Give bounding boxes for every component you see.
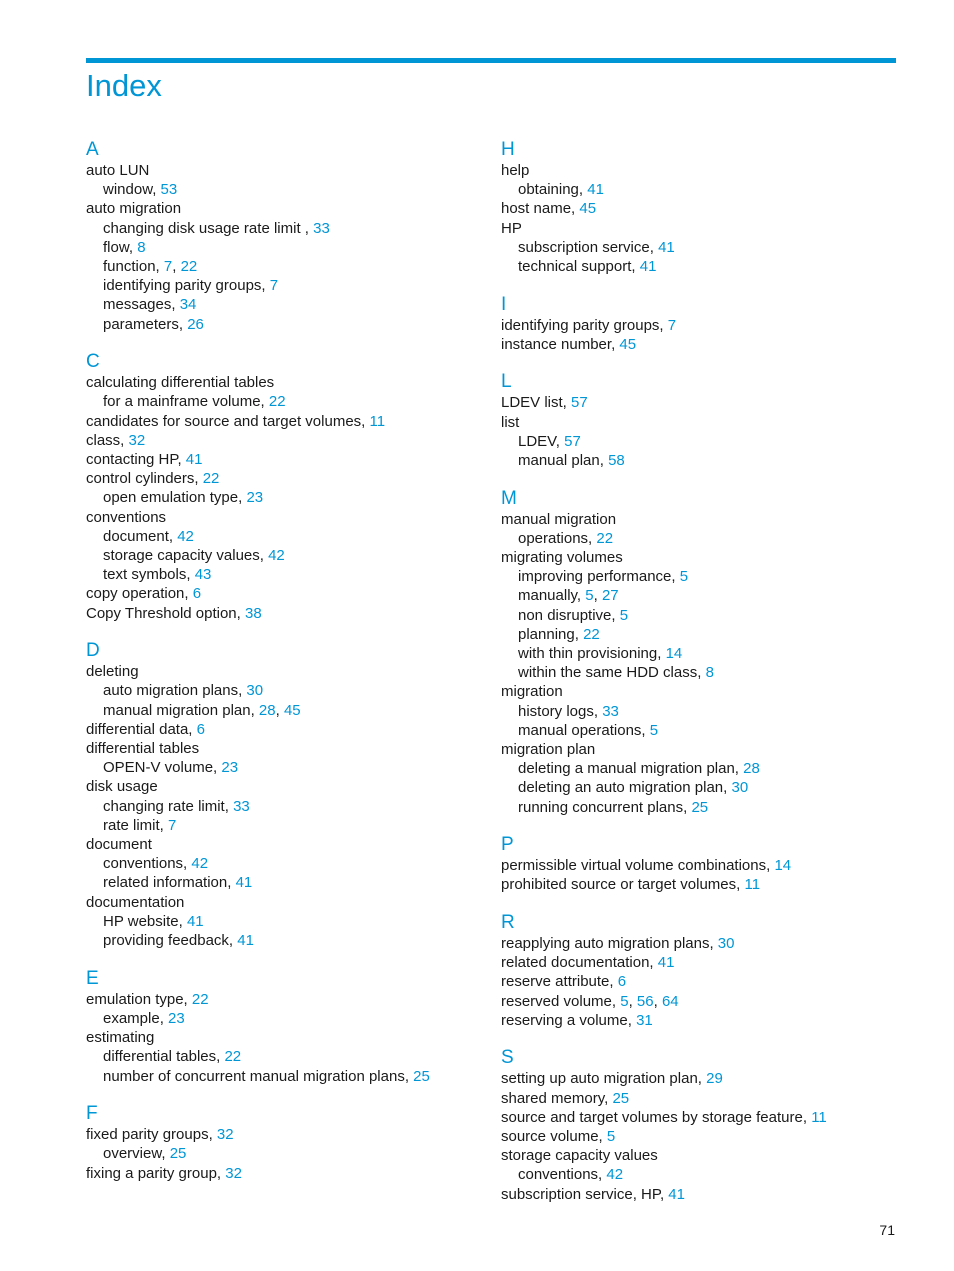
entry-text: copy operation, <box>86 585 193 603</box>
page-link[interactable]: 11 <box>811 1108 827 1126</box>
entry-text: list <box>501 413 520 431</box>
entry-text: documentation <box>86 893 185 911</box>
entry-text: parameters, <box>103 315 188 333</box>
index-entry <box>86 720 506 739</box>
page-link[interactable]: 22 <box>224 1048 242 1066</box>
page-link[interactable]: 30 <box>717 935 735 953</box>
entry-text: disk usage <box>86 778 158 796</box>
page-link[interactable]: 7 <box>163 258 173 276</box>
page-title: Index <box>86 68 162 103</box>
page-link[interactable]: 23 <box>246 489 264 507</box>
title-rule <box>86 58 896 63</box>
page-link[interactable]: 57 <box>564 432 581 450</box>
entry-text: identifying parity groups, <box>501 316 668 334</box>
page-link[interactable]: 22 <box>180 258 198 276</box>
index-subentry <box>86 681 506 700</box>
page-link[interactable]: 23 <box>221 759 239 777</box>
entry-text: emulation type, <box>86 990 192 1008</box>
page-link[interactable]: 42 <box>177 527 194 545</box>
entry-text: auto migration plans, <box>103 682 247 700</box>
section-letter: L <box>501 371 512 393</box>
page-link[interactable]: 22 <box>596 529 614 547</box>
index-subentry <box>86 315 506 334</box>
index-subentry <box>86 816 506 835</box>
entry-text: permissible virtual volume combinations, <box>501 857 775 875</box>
entry-text: related information, <box>103 874 236 892</box>
index-entry <box>501 393 921 412</box>
index-entry <box>501 1089 921 1108</box>
page-link[interactable]: 42 <box>191 855 209 873</box>
index-entry <box>86 604 506 623</box>
page-link[interactable]: 57 <box>571 394 588 412</box>
index-subentry <box>86 219 506 238</box>
section-letter: M <box>501 487 517 509</box>
index-entry <box>501 740 921 759</box>
page-link[interactable]: 34 <box>179 296 197 314</box>
entry-text: function, <box>103 258 164 276</box>
entry-text: Copy Threshold option, <box>86 604 245 622</box>
index-subentry <box>501 257 921 276</box>
page-link[interactable]: 30 <box>246 682 264 700</box>
index-entry <box>86 508 506 527</box>
section-letter: R <box>501 912 515 934</box>
entry-text: class, <box>86 431 129 449</box>
index-subentry <box>86 1067 506 1086</box>
entry-text: open emulation type, <box>103 489 247 507</box>
index-subentry <box>86 758 506 777</box>
page-link[interactable]: 6 <box>192 585 202 603</box>
page-link[interactable]: 22 <box>202 470 220 488</box>
index-section <box>501 294 921 354</box>
page-link[interactable]: 45 <box>619 335 637 353</box>
index-entry <box>86 373 506 392</box>
page-link[interactable]: 7 <box>269 277 279 295</box>
entry-text: control cylinders, <box>86 470 203 488</box>
index-entry: reserved volume, 5, 56, 64 <box>501 992 679 1010</box>
index-entry <box>501 953 921 972</box>
index-entry <box>86 584 506 603</box>
page-link[interactable]: 41 <box>186 912 204 930</box>
index-subentry <box>501 238 921 257</box>
entry-text: manual operations, <box>518 721 650 739</box>
index-entry <box>501 1069 921 1088</box>
index-section <box>86 139 506 334</box>
entry-text: improving performance, <box>518 568 680 586</box>
entry-text: candidates for source and target volumes, <box>86 412 370 430</box>
page-link[interactable]: 5 <box>620 992 629 1010</box>
index-subentry <box>501 778 921 797</box>
index-entry <box>501 335 921 354</box>
index-subentry <box>86 1009 506 1028</box>
entry-text: estimating <box>86 1029 155 1047</box>
index-subentry <box>86 797 506 816</box>
index-subentry: function, 7, 22 <box>103 258 198 276</box>
index-subentry <box>501 798 921 817</box>
index-subentry: manual migration plan, 28, 45 <box>103 701 301 719</box>
page-link[interactable]: 58 <box>608 452 625 470</box>
entry-text: manually, <box>518 587 586 605</box>
page-link[interactable]: 33 <box>602 702 619 720</box>
index-subentry <box>86 854 506 873</box>
index-entry <box>501 413 921 432</box>
index-subentry <box>501 432 921 451</box>
index-subentry <box>86 1144 506 1163</box>
index-entry <box>501 875 921 894</box>
page-link[interactable]: 22 <box>268 393 286 411</box>
entry-text: HP website, <box>103 912 187 930</box>
page-link[interactable]: 53 <box>160 181 178 199</box>
entry-text: providing feedback, <box>103 932 238 950</box>
entry-text: manual migration plan, <box>103 701 259 719</box>
page-link[interactable]: 28 <box>258 701 276 719</box>
page-link[interactable]: 41 <box>639 258 657 276</box>
page-link[interactable]: 23 <box>168 1009 185 1027</box>
entry-text: text symbols, <box>103 566 195 584</box>
entry-text: storage capacity values, <box>103 547 269 565</box>
entry-text: host name, <box>501 200 580 218</box>
index-entry <box>501 510 921 529</box>
page-link[interactable]: 32 <box>225 1164 242 1182</box>
entry-text: identifying parity groups, <box>103 277 270 295</box>
index-entry <box>501 161 921 180</box>
entry-text: reapplying auto migration plans, <box>501 935 718 953</box>
page-link[interactable]: 5 <box>649 721 659 739</box>
index-subentry <box>86 527 506 546</box>
index-entry <box>501 1108 921 1127</box>
index-entry <box>86 739 506 758</box>
index-entry <box>86 161 506 180</box>
entry-text: deleting a manual migration plan, <box>518 760 744 778</box>
index-entry <box>86 1164 506 1183</box>
index-subentry <box>86 488 506 507</box>
entry-text: changing rate limit, <box>103 797 234 815</box>
page-link[interactable]: 8 <box>137 238 146 256</box>
entry-text: migration <box>501 683 563 701</box>
entry-text: migrating volumes <box>501 549 623 567</box>
index-entry <box>501 1011 921 1030</box>
index-subentry <box>501 663 921 682</box>
page-link[interactable]: 33 <box>313 219 330 237</box>
section-letter: I <box>501 293 507 315</box>
index-subentry <box>501 1165 921 1184</box>
index-subentry <box>501 702 921 721</box>
section-letter: F <box>86 1103 98 1125</box>
page-link[interactable]: 32 <box>128 431 146 449</box>
index-entry <box>86 450 506 469</box>
page-link[interactable]: 11 <box>369 412 386 430</box>
entry-text: conventions, <box>518 1166 607 1184</box>
entry-text: document, <box>103 527 178 545</box>
index-section <box>501 488 921 817</box>
entry-text: running concurrent plans, <box>518 798 692 816</box>
index-entry <box>86 469 506 488</box>
page-link[interactable]: 25 <box>612 1089 630 1107</box>
entry-text: deleting an auto migration plan, <box>518 779 732 797</box>
index-entry <box>501 972 921 991</box>
page-link[interactable]: 8 <box>705 664 714 682</box>
entry-text: fixed parity groups, <box>86 1126 217 1144</box>
entry-text: contacting HP, <box>86 451 186 469</box>
index-subentry <box>86 873 506 892</box>
entry-text: setting up auto migration plan, <box>501 1070 707 1088</box>
entry-text: HP <box>501 219 522 237</box>
page-link[interactable]: 25 <box>413 1067 430 1085</box>
page-link[interactable]: 45 <box>579 200 597 218</box>
page-link[interactable]: 5 <box>619 606 629 624</box>
entry-text: LDEV, <box>518 432 565 450</box>
page-link[interactable]: 41 <box>657 954 675 972</box>
page-link[interactable]: 5 <box>585 587 594 605</box>
page-link[interactable]: 43 <box>194 566 212 584</box>
page-link[interactable]: 29 <box>706 1070 723 1088</box>
section-letter: C <box>86 351 100 373</box>
index-entry <box>501 1127 921 1146</box>
entry-text: reserved volume, <box>501 992 621 1010</box>
index-entry <box>501 934 921 953</box>
index-entry <box>86 990 506 1009</box>
entry-text: source and target volumes by storage feature, <box>501 1108 812 1126</box>
entry-text: shared memory, <box>501 1089 613 1107</box>
page-link[interactable]: 33 <box>233 797 250 815</box>
page-link[interactable]: 41 <box>237 932 254 950</box>
entry-text: document <box>86 836 152 854</box>
entry-text: prohibited source or target volumes, <box>501 876 745 894</box>
index-subentry <box>501 759 921 778</box>
index-subentry <box>501 625 921 644</box>
entry-text: reserving a volume, <box>501 1011 637 1029</box>
index-entry <box>501 856 921 875</box>
page-link[interactable]: 38 <box>245 604 262 622</box>
page-link[interactable]: 25 <box>169 1145 187 1163</box>
page-number: 71 <box>879 1222 895 1238</box>
index-section <box>501 834 921 894</box>
index-subentry <box>86 276 506 295</box>
index-column-left <box>86 139 506 1183</box>
page-link[interactable]: 22 <box>583 625 600 643</box>
index-column-right <box>501 139 921 1204</box>
entry-text: differential tables <box>86 740 200 758</box>
entry-text: non disruptive, <box>518 606 620 624</box>
index-section <box>501 1047 921 1203</box>
entry-text: storage capacity values <box>501 1147 658 1165</box>
entry-text: window, <box>103 181 161 199</box>
entry-text: with thin provisioning, <box>518 645 666 663</box>
index-entry <box>501 1185 921 1204</box>
section-letter: H <box>501 139 515 160</box>
index-subentry <box>501 180 921 199</box>
entry-text: fixing a parity group, <box>86 1164 226 1182</box>
index-subentry <box>501 567 921 586</box>
page-link[interactable]: 7 <box>168 816 177 834</box>
entry-text: instance number, <box>501 335 620 353</box>
index-entry <box>86 662 506 681</box>
entry-text: deleting <box>86 663 139 681</box>
page-link[interactable]: 6 <box>617 973 627 991</box>
entry-text: conventions <box>86 508 167 526</box>
entry-text: manual plan, <box>518 452 609 470</box>
index-subentry <box>86 392 506 411</box>
index-subentry <box>86 546 506 565</box>
entry-text: help <box>501 162 530 179</box>
entry-text: conventions, <box>103 855 192 873</box>
index-entry <box>501 219 921 238</box>
index-subentry <box>86 912 506 931</box>
entry-text: auto LUN <box>86 162 150 179</box>
section-letter: E <box>86 967 99 989</box>
entry-text: calculating differential tables <box>86 374 275 392</box>
page-link[interactable]: 6 <box>196 720 205 738</box>
entry-text: LDEV list, <box>501 394 572 412</box>
page-link[interactable]: 25 <box>691 798 709 816</box>
index-entry <box>86 431 506 450</box>
page-link[interactable]: 31 <box>636 1011 653 1029</box>
index-subentry <box>86 180 506 199</box>
index-section <box>501 371 921 470</box>
index-section <box>86 351 506 623</box>
page-link[interactable]: 42 <box>268 547 285 565</box>
page-link[interactable]: 41 <box>587 181 604 199</box>
entry-text: OPEN-V volume, <box>103 759 222 777</box>
index-section <box>86 968 506 1086</box>
page-link[interactable]: 5 <box>606 1128 616 1146</box>
page-link[interactable]: 41 <box>235 874 253 892</box>
section-letter: S <box>501 1047 514 1069</box>
entry-text: differential tables, <box>103 1048 225 1066</box>
index-subentry <box>86 565 506 584</box>
entry-text: flow, <box>103 238 138 256</box>
index-subentry <box>501 721 921 740</box>
entry-text: auto migration <box>86 200 182 218</box>
page-link[interactable]: 27 <box>601 587 619 605</box>
entry-text: source volume, <box>501 1128 607 1146</box>
entry-text: manual migration <box>501 510 617 528</box>
entry-text: for a mainframe volume, <box>103 393 269 411</box>
index-entry <box>86 893 506 912</box>
entry-text: within the same HDD class, <box>518 664 706 682</box>
entry-text: obtaining, <box>518 181 588 199</box>
entry-text: example, <box>103 1009 169 1027</box>
index-entry <box>86 1028 506 1047</box>
index-entry <box>501 1146 921 1165</box>
index-subentry <box>86 238 506 257</box>
index-section <box>86 1103 506 1183</box>
entry-text: planning, <box>518 625 584 643</box>
section-letter: P <box>501 834 514 856</box>
page-link[interactable]: 45 <box>283 701 301 719</box>
index-entry <box>86 777 506 796</box>
page-link[interactable]: 14 <box>774 857 792 875</box>
index-subentry <box>501 644 921 663</box>
entry-text: related documentation, <box>501 954 658 972</box>
page-link[interactable]: 26 <box>187 315 204 333</box>
index-subentry <box>501 451 921 470</box>
page-link[interactable]: 7 <box>667 316 677 334</box>
entry-text: changing disk usage rate limit , <box>103 219 314 237</box>
page-link[interactable]: 42 <box>606 1166 624 1184</box>
entry-text: subscription service, <box>518 238 659 256</box>
page-link[interactable]: 56 <box>636 992 654 1010</box>
index-subentry <box>501 606 921 625</box>
page-link[interactable]: 64 <box>661 992 679 1010</box>
entry-text: technical support, <box>518 258 640 276</box>
index-section <box>501 139 921 276</box>
page-link[interactable]: 41 <box>658 238 675 256</box>
page-link[interactable]: 22 <box>191 990 209 1008</box>
index-entry <box>501 682 921 701</box>
page-link[interactable]: 41 <box>668 1185 685 1203</box>
page-link[interactable]: 41 <box>185 451 203 469</box>
page-link[interactable]: 30 <box>731 779 749 797</box>
index-entry <box>86 1125 506 1144</box>
index-subentry <box>86 931 506 950</box>
entry-text: migration plan <box>501 741 596 759</box>
page-link[interactable]: 28 <box>743 760 760 778</box>
entry-text: rate limit, <box>103 816 169 834</box>
page-link[interactable]: 5 <box>679 568 689 586</box>
index-entry <box>501 548 921 567</box>
index-section <box>501 912 921 1030</box>
entry-text: operations, <box>518 529 597 547</box>
entry-text: number of concurrent manual migration plans, <box>103 1067 414 1085</box>
entry-text: subscription service, HP, <box>501 1185 669 1203</box>
section-letter: D <box>86 640 100 662</box>
index-subentry <box>86 1047 506 1066</box>
index-section <box>86 640 506 950</box>
entry-text: messages, <box>103 296 180 314</box>
index-subentry <box>501 529 921 548</box>
index-subentry <box>86 295 506 314</box>
index-entry <box>86 199 506 218</box>
index-subentry: manually, 5, 27 <box>518 587 619 605</box>
page-link[interactable]: 32 <box>216 1126 234 1144</box>
entry-text: history logs, <box>518 702 603 720</box>
section-letter: A <box>86 139 99 160</box>
entry-text: reserve attribute, <box>501 973 618 991</box>
page-link[interactable]: 14 <box>665 645 683 663</box>
page-link[interactable]: 11 <box>744 876 761 894</box>
index-entry <box>86 412 506 431</box>
index-entry <box>501 316 921 335</box>
index-entry <box>501 199 921 218</box>
entry-text: overview, <box>103 1145 170 1163</box>
entry-text: differential data, <box>86 720 197 738</box>
index-entry <box>86 835 506 854</box>
